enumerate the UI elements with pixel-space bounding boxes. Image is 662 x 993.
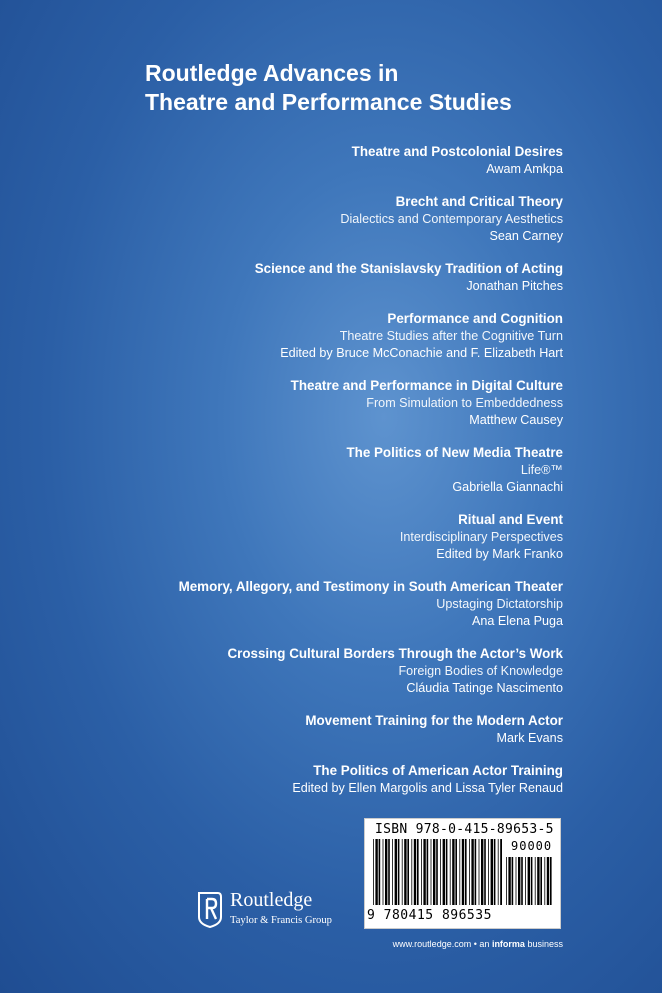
isbn-barcode — [364, 818, 561, 929]
footer-tagline-post: business — [527, 939, 563, 949]
book-author: Matthew Causey — [469, 413, 563, 427]
book-title: Movement Training for the Modern Actor — [305, 713, 563, 728]
book-author: Jonathan Pitches — [466, 279, 563, 293]
ean-number: 9 780415 896535 — [367, 908, 492, 923]
book-entry — [3, 143, 563, 178]
book-entry — [3, 193, 563, 245]
footer-line — [393, 939, 563, 949]
book-entry — [3, 762, 563, 797]
book-title: The Politics of American Actor Training — [313, 763, 563, 778]
book-entry — [3, 444, 563, 496]
book-title: Memory, Allegory, and Testimony in South American Theater — [178, 579, 563, 594]
book-subtitle: Dialectics and Contemporary Aesthetics — [340, 212, 563, 226]
book-author: Cláudia Tatinge Nascimento — [406, 681, 563, 695]
book-title: Brecht and Critical Theory — [395, 194, 563, 209]
publisher-group: Taylor & Francis Group — [230, 915, 332, 926]
book-title: Performance and Cognition — [387, 311, 563, 326]
barcode-main-bars — [373, 839, 502, 905]
book-subtitle: Foreign Bodies of Knowledge — [398, 664, 563, 678]
series-title-line2: Theatre and Performance Studies — [145, 89, 512, 115]
book-title: Ritual and Event — [458, 512, 563, 527]
barcode-addon-number: 90000 — [511, 839, 553, 853]
book-subtitle: Life®™ — [520, 463, 563, 477]
footer-tagline-pre: an — [479, 939, 490, 949]
book-title: Crossing Cultural Borders Through the Actor’s Work — [227, 646, 563, 661]
book-entry — [3, 377, 563, 429]
book-entry — [3, 578, 563, 630]
book-author: Edited by Mark Franko — [436, 547, 563, 561]
book-entry — [3, 260, 563, 295]
book-author: Sean Carney — [489, 229, 563, 243]
series-title — [145, 59, 565, 117]
book-list — [3, 143, 563, 812]
book-author: Mark Evans — [496, 731, 563, 745]
routledge-logo-icon — [196, 891, 224, 929]
book-author: Gabriella Giannachi — [452, 480, 563, 494]
publisher-name: Routledge — [230, 889, 313, 911]
footer-url[interactable]: www.routledge.com — [392, 939, 472, 949]
book-author: Ana Elena Puga — [471, 614, 563, 628]
book-entry — [3, 645, 563, 697]
book-entry — [3, 511, 563, 563]
book-author: Edited by Ellen Margolis and Lissa Tyler Renaud — [292, 781, 563, 795]
book-subtitle: Interdisciplinary Perspectives — [399, 530, 563, 544]
book-subtitle: Upstaging Dictatorship — [436, 597, 563, 611]
book-entry — [3, 712, 563, 747]
footer-tagline-bold: informa — [491, 939, 525, 949]
footer-separator: • — [473, 939, 477, 949]
book-title: Theatre and Performance in Digital Culture — [290, 378, 563, 393]
book-author: Edited by Bruce McConachie and F. Elizabeth Hart — [280, 346, 563, 360]
isbn-number: ISBN 978-0-415-89653-5 — [375, 822, 554, 837]
barcode-addon-bars — [506, 857, 554, 905]
book-title: Science and the Stanislavsky Tradition of Acting — [254, 261, 563, 276]
book-subtitle: Theatre Studies after the Cognitive Turn — [339, 329, 563, 343]
book-title: The Politics of New Media Theatre — [346, 445, 563, 460]
book-title: Theatre and Postcolonial Desires — [351, 144, 563, 159]
book-entry — [3, 310, 563, 362]
book-subtitle: From Simulation to Embeddedness — [366, 396, 563, 410]
series-title-line1: Routledge Advances in — [145, 60, 399, 86]
book-author: Awam Amkpa — [486, 162, 563, 176]
